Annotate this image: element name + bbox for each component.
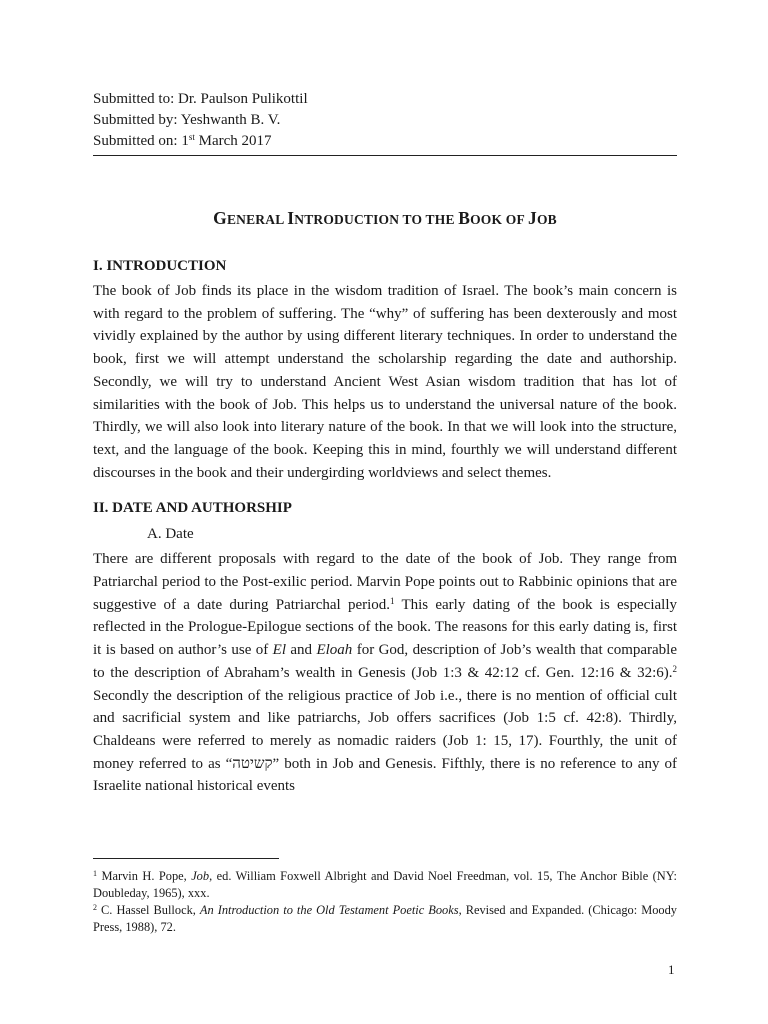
submitted-on [93,131,677,152]
header-divider [93,155,677,156]
submitted-on-suffix: March 2017 [194,133,272,149]
footnote-text: C. Hassel Bullock, [97,903,200,917]
submitted-to: Submitted to: Dr. Paulson Pulikottil [93,91,308,107]
title-part: OB [536,212,557,227]
footnote-1 [93,868,677,902]
footnote-text: , ed. William Foxwell Albright and David Noel Freedman, vol. 15, The Anchor Bible (NY: Doubleday, 1965), xxx. [93,869,678,900]
page-body [93,89,677,798]
introduction-paragraph: The book of Job finds its place in the wisdom tradition of Israel. The book’s main concern is with regard to the problem of suffering. The “why” of suffering has been dexterously and most vividly explained by the author by using different literary techniques. In order to understand the book, first we will attempt understand the scholarship regarding the date and authorship. Secondly, we will try to understand Ancient West Asian wisdom tradition that has lot of similarities with the book of Job. This helps us to understand the universal nature of the book. Thirdly, we will also look into literary nature of the book. In that we will look into the structure, text, and the language of the book. Keeping this in mind, fourthly we will understand different discourses in the book and their undergirding worldviews and select themes. [93,283,677,481]
page-number: 1 [668,962,675,977]
footnote-title: Job [191,869,210,883]
date-text: Secondly the description of the religious practice of Job i.e., there is no mention of official cult and sacrificial system and like patriarchs, Job offers sacrifices (Job 1:5 cf. 42:8). Thirdly, Chaldeans were referred to merely as nomadic raiders (Job 1: 15, 17). Fourthly, the unit of money referred to as “קשיטה” both in Job and Genesis. Fifthly, there is no reference to any of Israelite national historical events [93,687,677,795]
date-text: This early dating of the book is especially reflected in the Prologue-Epilogue sections of the book. The reasons for this early dating is, first it is based on author’s use of [93,596,677,659]
section-heading-date-authorship: II. DATE AND AUTHORSHIP [93,500,292,517]
footnotes [93,868,677,936]
date-text: There are different proposals with regard to the date of the book of Job. They range from Patriarchal period to the Post-exilic period. Marvin Pope points out to Rabbinic opinions that are suggestive of a date during Patriarchal period. [93,551,677,613]
term-eloah: Eloah [316,642,353,659]
subsection-heading-date: A. Date [147,526,194,543]
footnote-text: , Revised and Expanded. (Chicago: Moody Press, 1988), 72. [93,903,677,934]
submitted-on-ordinal: st [188,132,195,142]
footnote-2 [93,902,677,936]
date-paragraph [93,548,677,798]
title-part: ENERAL [226,212,288,227]
submitted-by: Submitted by: Yeshwanth B. V. [93,112,281,128]
footnote-ref[interactable]: 1 [390,595,395,606]
title-part: G [213,208,227,228]
term-el: El [272,642,286,659]
title-part: I [287,208,295,228]
footnote-text: Marvin H. Pope, [97,869,192,883]
page-title [93,206,677,230]
title-part: J [528,208,537,228]
footnote-divider [93,858,279,859]
footnote-title: An Introduction to the Old Testament Poetic Books [199,903,459,917]
title-part: NTRODUCTION TO THE [294,212,459,227]
title-part: OOK OF [470,212,528,227]
submitted-on-prefix: Submitted on: 1 [93,133,189,149]
footnote-ref[interactable]: 2 [672,663,677,674]
footnote-number: 1 [93,869,97,878]
footnote-number: 2 [93,903,97,912]
date-text: and [286,642,317,659]
title-part: B [458,208,471,228]
date-text: for God, description of Job’s wealth that comparable to the description of Abraham’s wealth in Genesis (Job 1:3 & 42:12 cf. Gen. 12:16 & 32:6). [93,642,677,681]
section-heading-introduction: I. INTRODUCTION [93,258,227,274]
